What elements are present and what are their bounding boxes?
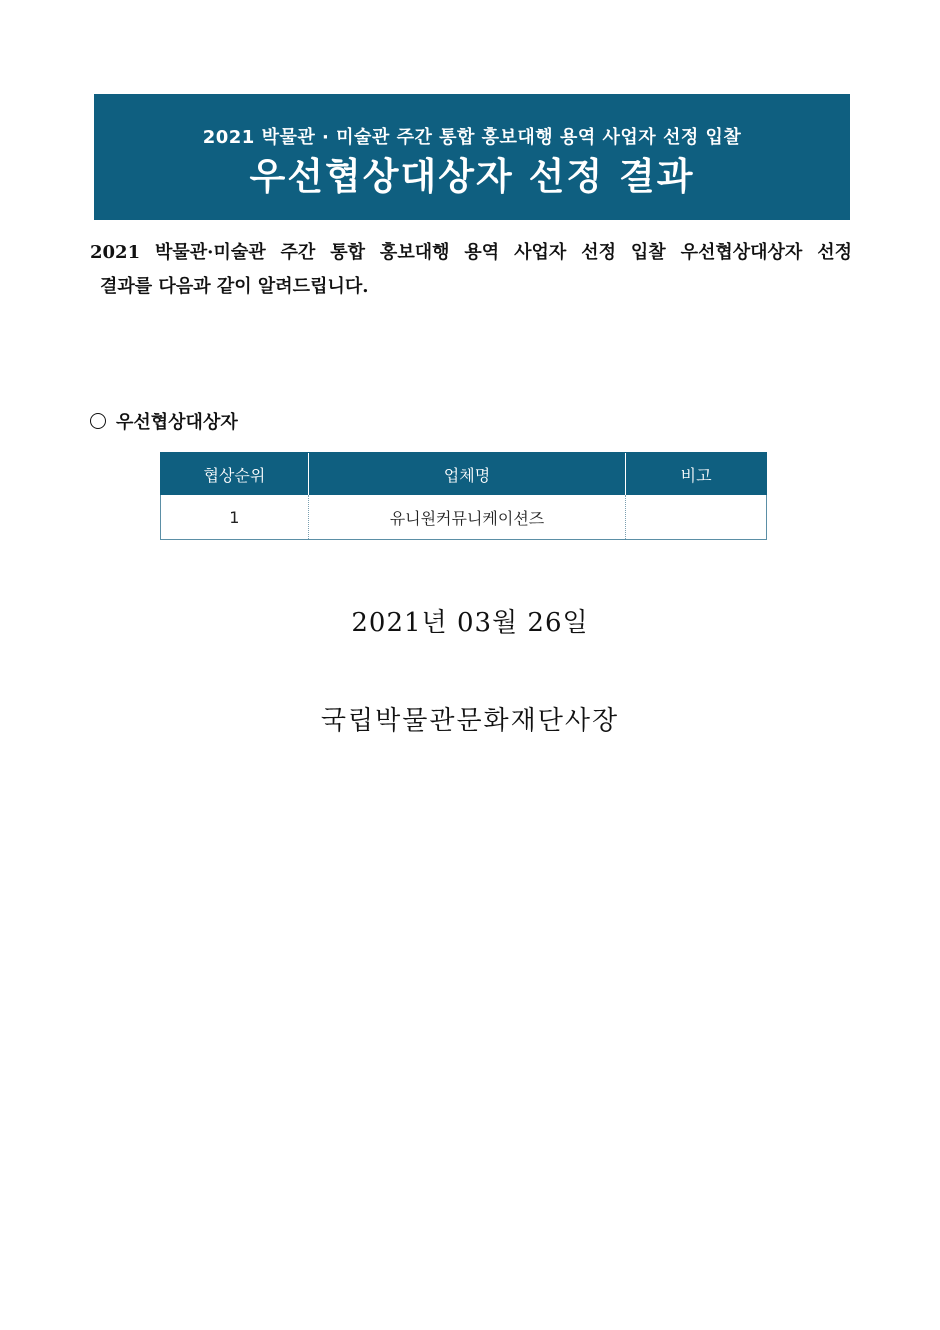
title-banner — [94, 94, 850, 220]
header-remarks: 비고 — [626, 453, 767, 496]
cell-company: 유니원커뮤니케이션즈 — [308, 495, 625, 540]
circle-bullet-icon — [90, 413, 106, 429]
issuer-signature: 국립박물관문화재단사장 — [320, 706, 620, 736]
section-heading-text: 우선협상대상자 — [116, 412, 238, 433]
header-rank: 협상순위 — [161, 453, 309, 496]
banner-subtitle: 2021 박물관 · 미술관 주간 통합 홍보대행 용역 사업자 선정 입찰 — [202, 127, 742, 148]
banner-title: 우선협상대상자 선정 결과 — [249, 155, 695, 198]
cell-rank: 1 — [161, 495, 309, 540]
announcement-date: 2021년 03월 26일 — [351, 608, 589, 638]
table-header-row — [161, 453, 767, 496]
section-heading — [90, 408, 238, 438]
intro-line-1: 2021 박물관·미술관 주간 통합 홍보대행 용역 사업자 선정 입찰 우선협상대상자 선정 — [90, 242, 852, 263]
header-company: 업체명 — [308, 453, 625, 496]
result-table — [160, 452, 767, 540]
cell-remarks — [626, 495, 767, 540]
intro-line-2: 결과를 다음과 같이 알려드립니다. — [100, 276, 369, 297]
table-row — [161, 495, 767, 540]
